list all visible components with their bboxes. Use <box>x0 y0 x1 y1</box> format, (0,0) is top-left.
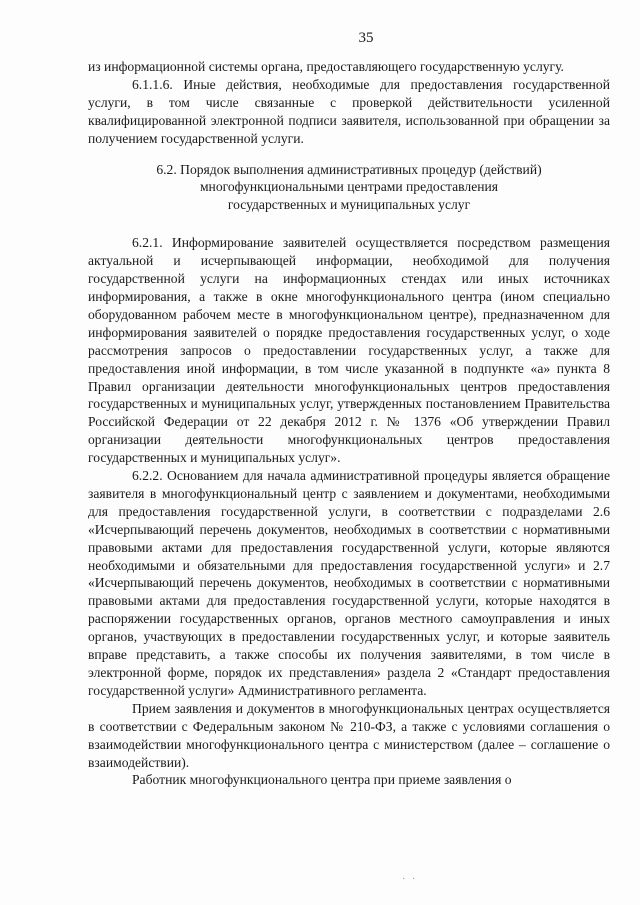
heading-line: многофункциональными центрами предоставления <box>199 179 499 195</box>
heading-line: государственных и муниципальных услуг <box>227 197 471 213</box>
paragraph-worker: Работник многофункционального центра при приеме заявления о <box>132 772 512 788</box>
paragraph-6-2-2: 6.2.2. Основанием для начала административной процедуры является обращение заявителя в многофункциональный центр с заявлением и документами, необходимыми для предоставления государственной услуги, в соответствии с подразделами 2.6 «Исчерпывающий перечень документов, необходимых в соответствии с нормативными правовыми актами для предоставления государственной услуги, которые являются необходимыми и обязательными для предоставления государственной услуги» и 2.7 «Исчерпывающий перечень документов, необходимых в соответствии с нормативными правовыми актами для предоставления государственной услуги, которые находятся в распоряжении государственных органов, органов местного самоуправления и иных органов, участвующих в предоставлении государственных услуг, и которые заявитель вправе представить, а также способы их получения заявителями, в том числе в электронной форме, порядок их представления» раздела 2 «Стандарт предоставления государственной услуги» Административного регламента. <box>88 468 610 698</box>
paragraph-continuation: из информационной системы органа, предоставляющего государственную услугу. <box>88 59 564 74</box>
spacer <box>88 214 610 234</box>
scan-mark: · · <box>402 874 418 885</box>
paragraph-6-1-1-6: 6.1.1.6. Иные действия, необходимые для предоставления государственной услуги, в том числе связанные с проверкой действительности усиленной квалифицированной электронной подписи заявителя, использованной при обращении за получением государственной услуги. <box>88 76 610 146</box>
heading-line: 6.2. Порядок выполнения административных процедур (действий) <box>156 161 542 177</box>
section-heading-6-2 <box>88 161 610 215</box>
page-number: 35 <box>358 30 374 46</box>
paragraph-reception: Прием заявления и документов в многофункциональных центрах осуществляется в соответствии с Федеральным законом № 210-ФЗ, а также с условиями соглашения о взаимодействии многофункционального центра с министерством (далее – соглашение о взаимодействии). <box>88 700 610 770</box>
paragraph-6-2-1: 6.2.1. Информирование заявителей осуществляется посредством размещения актуальной и исчерпывающей информации, необходимой для получения государственной услуги на информационных стендах или иных источниках информирования, а также в окне многофункционального центра (ином специально оборудованном рабочем месте в многофункциональном центре), предназначенном для информирования заявителей о порядке предоставления государственных услуг, о ходе рассмотрения запросов о предоставлении государственных услуг, а также для предоставления иной информации, в том числе указанной в подпункте «а» пункта 8 Правил организации деятельности многофункциональных центров предоставления государственных и муниципальных услуг, утвержденных постановлением Правительства Российской Федерации от 22 декабря 2012 г. № 1376 «Об утверждении Правил организации деятельности многофункциональных центров предоставления государственных и муниципальных услуг». <box>88 235 610 466</box>
document-body <box>88 58 610 789</box>
spacer <box>88 148 610 161</box>
